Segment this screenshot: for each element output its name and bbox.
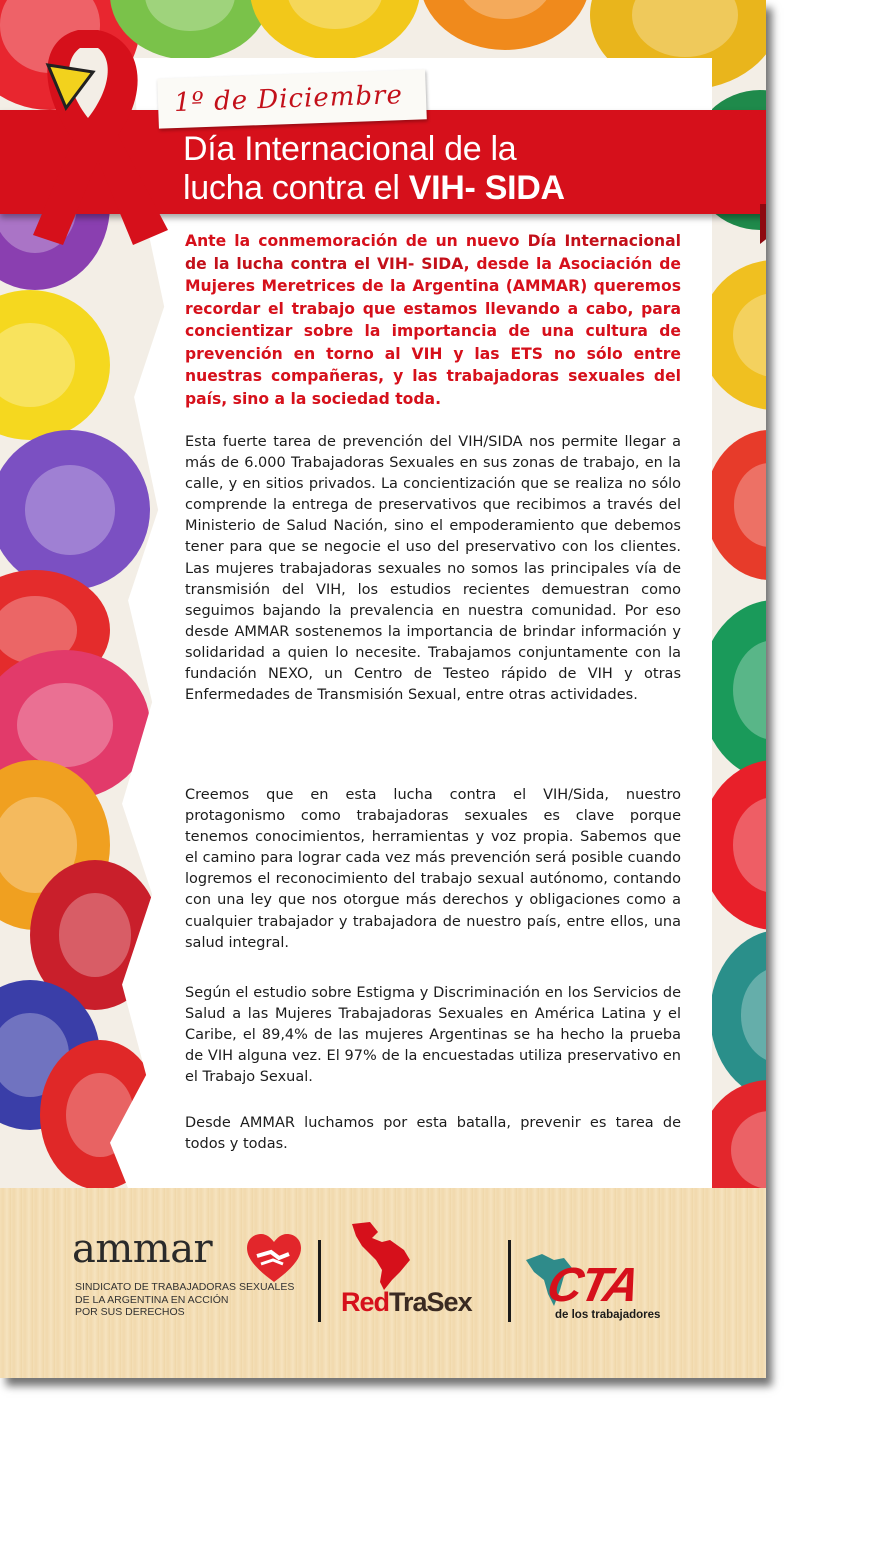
bg-blob (250, 0, 420, 60)
ammar-subtitle (75, 1281, 295, 1319)
bg-blob (420, 0, 590, 50)
body-paragraph-1: Esta fuerte tarea de prevención del VIH/SIDA nos permite llegar a más de 6.000 Trabajadoras Sexuales en sus zonas de trabajo, en la calle, y en sitios privados. La concientización que se realiza no sólo comprende la entrega de preservativos que recibimos a través del Ministerio de Salud Nación, sino el empoderamiento que debemos tener para que se negocie el uso del preservativo con los clientes. Las mujeres trabajadoras sexuales no somos las principales vía de transmisión del VIH, los estudios recientes demuestran como seguimos bajando la prevalencia en nuestra comunidad. Por eso desde AMMAR sostenemos la importancia de brindar información y solidaridad a quien lo necesite. Trabajamos conjuntamente con la fundación NEXO, un Centro de Testeo rápido de VIH y otras Enfermedades de Transmisión Sexual, entre otras actividades. (185, 434, 681, 704)
lead-paragraph (185, 230, 681, 410)
redtrasex-red: Red (341, 1287, 390, 1317)
redtrasex-logo-text (341, 1287, 472, 1318)
red-ribbon-icon (18, 20, 188, 250)
lead-part-1: Ante la conmemoración de un nuevo (185, 232, 528, 250)
bg-blob (710, 930, 766, 1100)
logo-divider (318, 1240, 321, 1322)
lead-part-2: , desde la Asociación de Mujeres Meretrices de la Argentina (AMMAR) queremos recordar el trabajo que estamos llevando a cabo, para concientizar sobre la importancia de una cultura de prevención en torno al VIH y las ETS no sólo entre nuestras compañeras, y las trabajadoras sexuales del país, sino a la sociedad toda. (185, 254, 681, 408)
ammar-subtitle-3: POR SUS DERECHOS (75, 1306, 185, 1318)
body-paragraph-4: Desde AMMAR luchamos por esta batalla, prevenir es tarea de todos y todas. (185, 1115, 681, 1153)
body-paragraph-2: Creemos que en esta lucha contra el VIH/Sida, nuestro protagonismo como trabajadoras sexuales es clave porque tenemos conocimientos, herramientas y voz propia. Sabemos que el camino para lograr cada vez más prevención será posible cuando logremos el reconocimiento del trabajo sexual autónomo, contando con una ley que nos otorgue más derechos y obligaciones como a cualquier trabajador y trabajadora de nuestro país, entre ellos, una salud integral. (185, 787, 681, 951)
ammar-subtitle-2: DE LA ARGENTINA EN ACCIÓN (75, 1293, 229, 1306)
redtrasex-dark: TraSex (389, 1287, 472, 1317)
latin-america-map-icon (348, 1220, 418, 1292)
body-paragraph-3: Según el estudio sobre Estigma y Discriminación en los Servicios de Salud a las Mujeres Trabajadoras Sexuales en América Latina y el Caribe, el 89,4% de las mujeres Argentinas se ha hecho la prueba de VIH alguna vez. El 97% de la encuestadas utiliza preservativo en el Trabajo Sexual. (185, 985, 681, 1086)
page-title (183, 130, 743, 208)
cta-subtitle: de los trabajadores (555, 1309, 661, 1321)
logo-divider (508, 1240, 511, 1322)
bg-blob (705, 430, 766, 580)
title-line-2: lucha contra el (183, 169, 409, 207)
ammar-subtitle-1: SINDICATO DE TRABAJADORAS SEXUALES (75, 1281, 295, 1293)
cta-logo-text: CTA (542, 1259, 643, 1312)
title-line-1: Día Internacional de la (183, 130, 517, 168)
lead-highlight: Día Internacional de la lucha contra el VIH- SIDA (185, 232, 682, 273)
bg-blob (0, 290, 110, 440)
bg-blob (0, 430, 150, 590)
title-line-2-bold: VIH- SIDA (408, 169, 565, 207)
ammar-logo-text: ammar (72, 1226, 213, 1272)
ammar-heart-icon (245, 1232, 303, 1286)
date-tag: 1º de Diciembre (157, 69, 427, 128)
header-band-fold (760, 204, 766, 244)
